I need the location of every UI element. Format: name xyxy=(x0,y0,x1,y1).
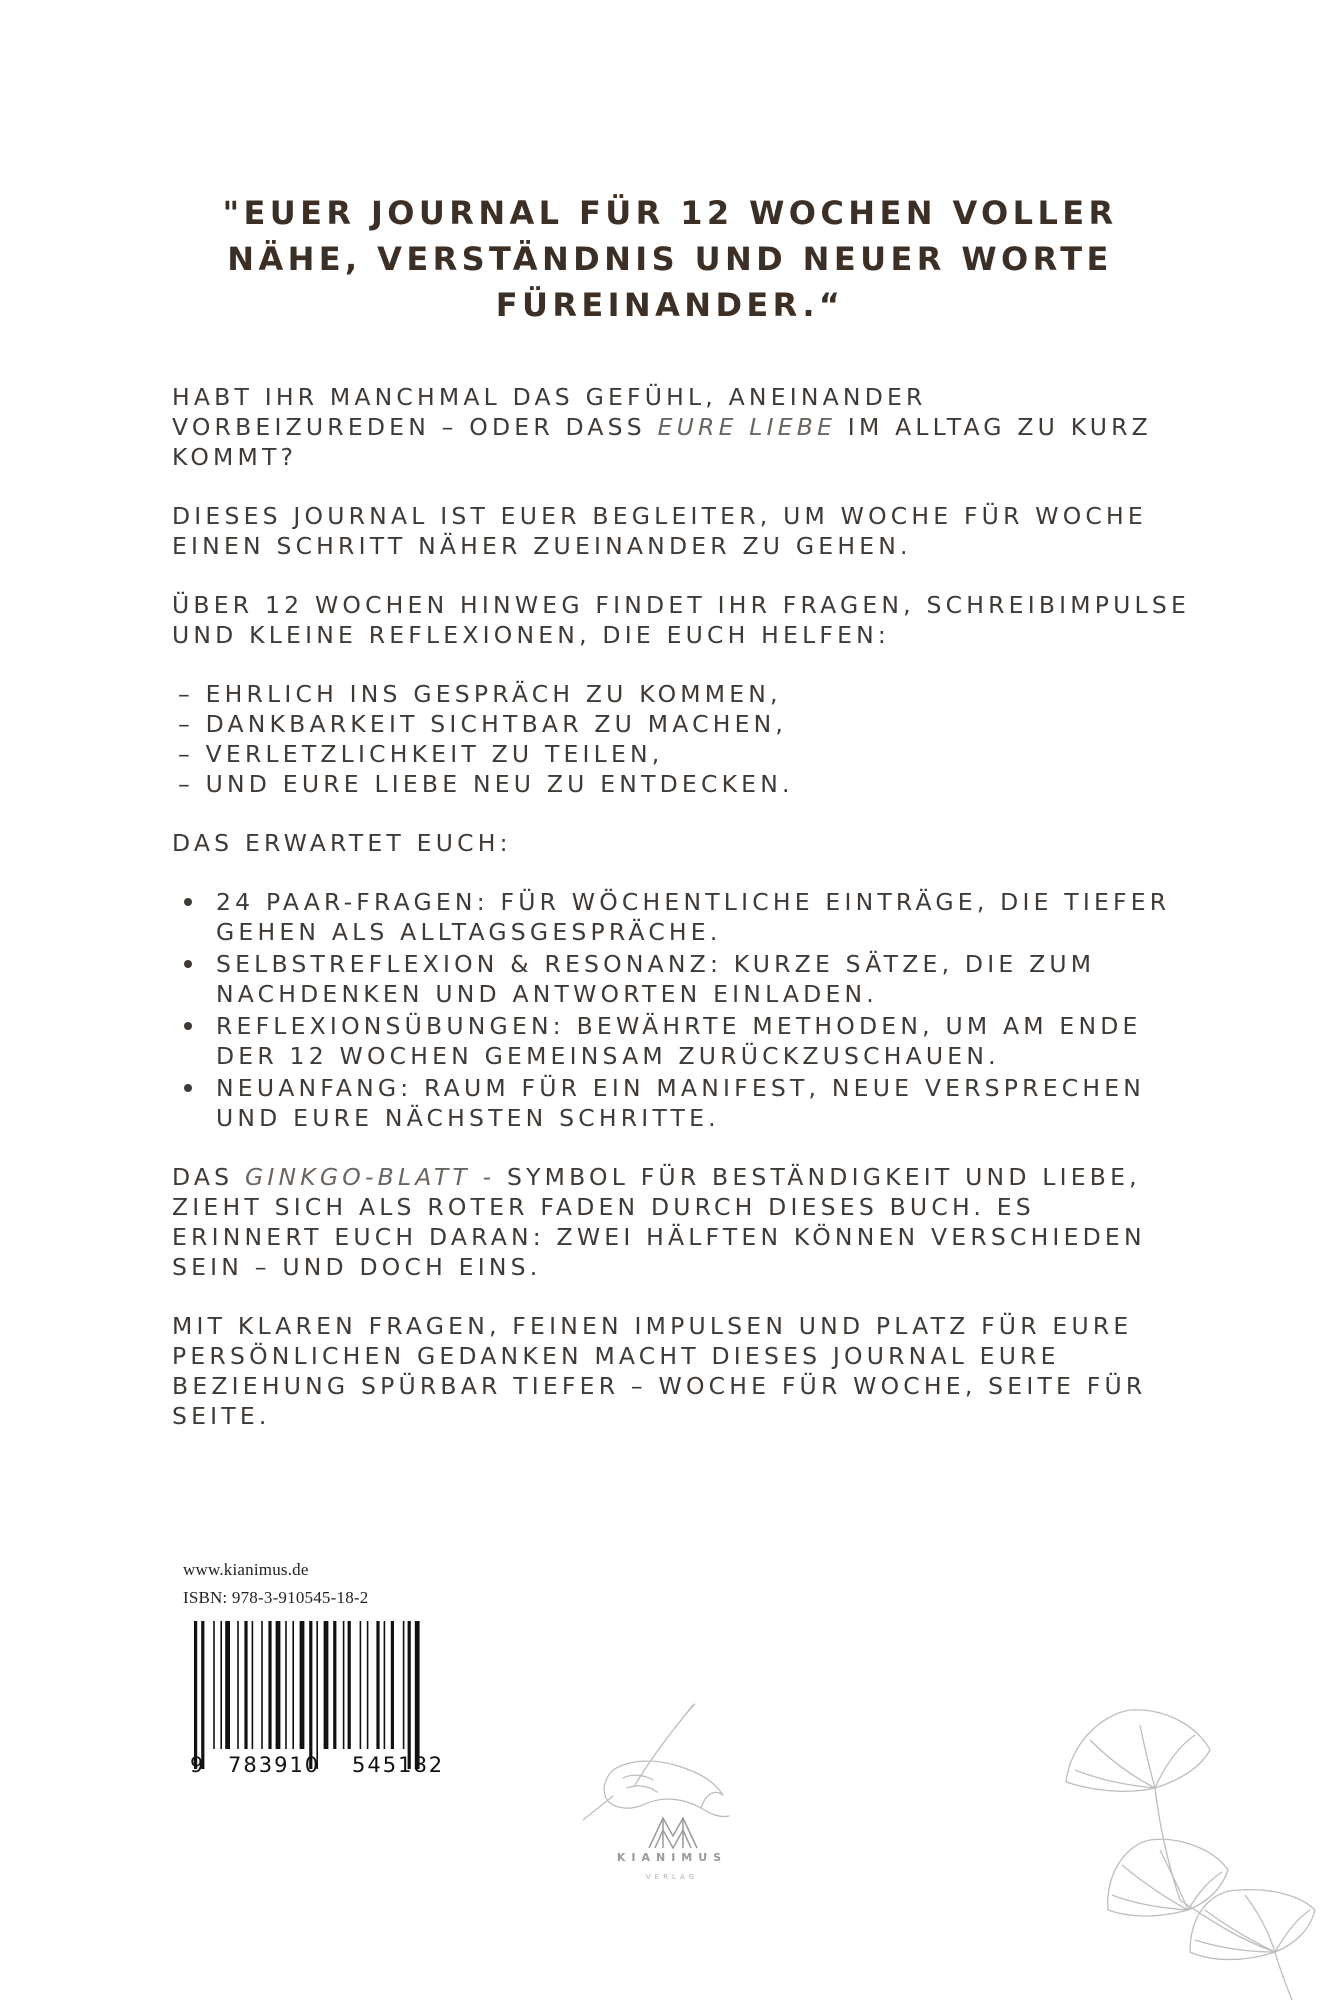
bullet-item xyxy=(172,1073,1192,1133)
barcode-bar xyxy=(276,1621,281,1749)
barcode-bar xyxy=(194,1621,197,1769)
dash-item: – EHRLICH INS GESPRÄCH ZU KOMMEN, xyxy=(178,680,782,708)
barcode-bar xyxy=(268,1621,271,1749)
bullet-dot-icon xyxy=(184,1022,192,1030)
barcode-bar xyxy=(220,1621,222,1749)
quote-line-1: "EUER JOURNAL FÜR 12 WOCHEN VOLLER xyxy=(222,194,1118,232)
bullet-item xyxy=(172,1011,1192,1071)
intro-italic: EURE LIEBE xyxy=(657,413,837,441)
barcode-bar xyxy=(343,1621,345,1749)
back-cover-quote xyxy=(150,190,1190,328)
bullet-dot-icon xyxy=(184,898,192,906)
barcode-bar xyxy=(244,1621,247,1749)
ginkgo-text-before: DAS xyxy=(172,1163,245,1191)
paragraph-twelve-weeks: ÜBER 12 WOCHEN HINWEG FINDET IHR FRAGEN, SCHREIBIMPULSE UND KLEINE REFLEXIONEN, DIE EUCH HELFEN: xyxy=(172,591,1190,649)
barcode-digit-group-2: 545182 xyxy=(352,1753,445,1777)
barcode-bar xyxy=(415,1621,420,1769)
barcode-digits xyxy=(190,1753,470,1777)
ginkgo-leaf-icon xyxy=(1030,1690,1330,2000)
barcode-bar xyxy=(261,1621,263,1749)
ginkgo-paragraph xyxy=(172,1162,1192,1282)
barcode-bar xyxy=(225,1621,230,1749)
bullet-item xyxy=(172,949,1192,1009)
quote-line-2: NÄHE, VERSTÄNDNIS UND NEUER WORTE xyxy=(227,240,1113,278)
barcode-digit-group-1: 783910 xyxy=(228,1753,321,1777)
dash-list xyxy=(178,679,1192,799)
ginkgo-text-after: SYMBOL FÜR BESTÄNDIGKEIT UND LIEBE, ZIEHT SICH ALS ROTER FADEN DURCH DIESES BUCH. ES ERINNERT EUCH DARAN: ZWEI HÄLFTEN KÖNNEN VERSCHIEDEN SEIN – UND DOCH EINS. xyxy=(172,1163,1146,1281)
barcode-bar xyxy=(300,1621,305,1749)
barcode-bar xyxy=(376,1621,379,1749)
barcode-bar xyxy=(360,1621,362,1749)
bullet-list xyxy=(172,887,1192,1133)
barcode-bar xyxy=(237,1621,239,1749)
barcode-bar xyxy=(292,1621,294,1749)
dash-item: – UND EURE LIEBE NEU ZU ENTDECKEN. xyxy=(178,770,794,798)
dash-item: – VERLETZLICHKEIT ZU TEILEN, xyxy=(178,740,664,768)
publisher-name: KIANIMUS xyxy=(616,1851,728,1864)
barcode-bar xyxy=(309,1621,312,1769)
barcode-bar xyxy=(391,1621,394,1749)
barcode-icon xyxy=(188,1621,464,1769)
bullet-dot-icon xyxy=(184,960,192,968)
publisher-sub: VERLAG xyxy=(645,1873,699,1881)
barcode-bar xyxy=(403,1621,405,1749)
barcode-bar xyxy=(316,1621,318,1769)
barcode-bar xyxy=(408,1621,411,1769)
quill-hand-logo-icon xyxy=(583,1700,763,1860)
ginkgo-italic: GINKGO-BLATT - xyxy=(244,1163,496,1191)
bullet-item xyxy=(172,887,1192,947)
bullet-dot-icon xyxy=(184,1084,192,1092)
barcode-digit-first: 9 xyxy=(190,1753,205,1777)
barcode-bar xyxy=(333,1621,336,1749)
bullet-text: REFLEXIONSÜBUNGEN: BEWÄHRTE METHODEN, UM AM ENDE DER 12 WOCHEN GEMEINSAM ZURÜCKZUSCHAUEN. xyxy=(216,1012,1142,1070)
intro-text-before: HABT IHR MANCHMAL DAS GEFÜHL, ANEINANDER VORBEIZUREDEN – ODER DASS xyxy=(172,383,927,441)
barcode-bar xyxy=(201,1621,204,1769)
barcode-bar xyxy=(324,1621,329,1749)
barcode-bar xyxy=(252,1621,254,1749)
quote-line-3: FÜREINANDER.“ xyxy=(495,286,845,324)
barcode-bar xyxy=(348,1621,351,1749)
intro-text-after: IM ALLTAG ZU KURZ KOMMT? xyxy=(172,413,1152,471)
expect-heading: DAS ERWARTET EUCH: xyxy=(172,829,512,857)
isbn-text: ISBN: 978-3-910545-18-2 xyxy=(183,1588,369,1607)
bullet-text: SELBSTREFLEXION & RESONANZ: KURZE SÄTZE, DIE ZUM NACHDENKEN UND ANTWORTEN EINLADEN. xyxy=(216,950,1096,1008)
intro-paragraph xyxy=(172,382,1192,472)
closing-paragraph: MIT KLAREN FRAGEN, FEINEN IMPULSEN UND PLATZ FÜR EURE PERSÖNLICHEN GEDANKEN MACHT DIESES JOURNAL EURE BEZIEHUNG SPÜRBAR TIEFER – WOCHE FÜR WOCHE, SEITE FÜR SEITE. xyxy=(172,1312,1147,1430)
bullet-text: NEUANFANG: RAUM FÜR EIN MANIFEST, NEUE VERSPRECHEN UND EURE NÄCHSTEN SCHRITTE. xyxy=(216,1074,1146,1132)
paragraph-companion: DIESES JOURNAL IST EUER BEGLEITER, UM WOCHE FÜR WOCHE EINEN SCHRITT NÄHER ZUEINANDER ZU GEHEN. xyxy=(172,502,1147,560)
barcode-bar xyxy=(384,1621,386,1749)
blurb-text xyxy=(172,382,1192,1431)
bullet-text: 24 PAAR-FRAGEN: FÜR WÖCHENTLICHE EINTRÄGE, DIE TIEFER GEHEN ALS ALLTAGSGESPRÄCHE. xyxy=(216,888,1171,946)
website-url: www.kianimus.de xyxy=(183,1560,309,1579)
barcode-bar xyxy=(367,1621,369,1749)
barcode-bar xyxy=(213,1621,215,1749)
barcode-bar xyxy=(285,1621,287,1749)
dash-item: – DANKBARKEIT SICHTBAR ZU MACHEN, xyxy=(178,710,788,738)
